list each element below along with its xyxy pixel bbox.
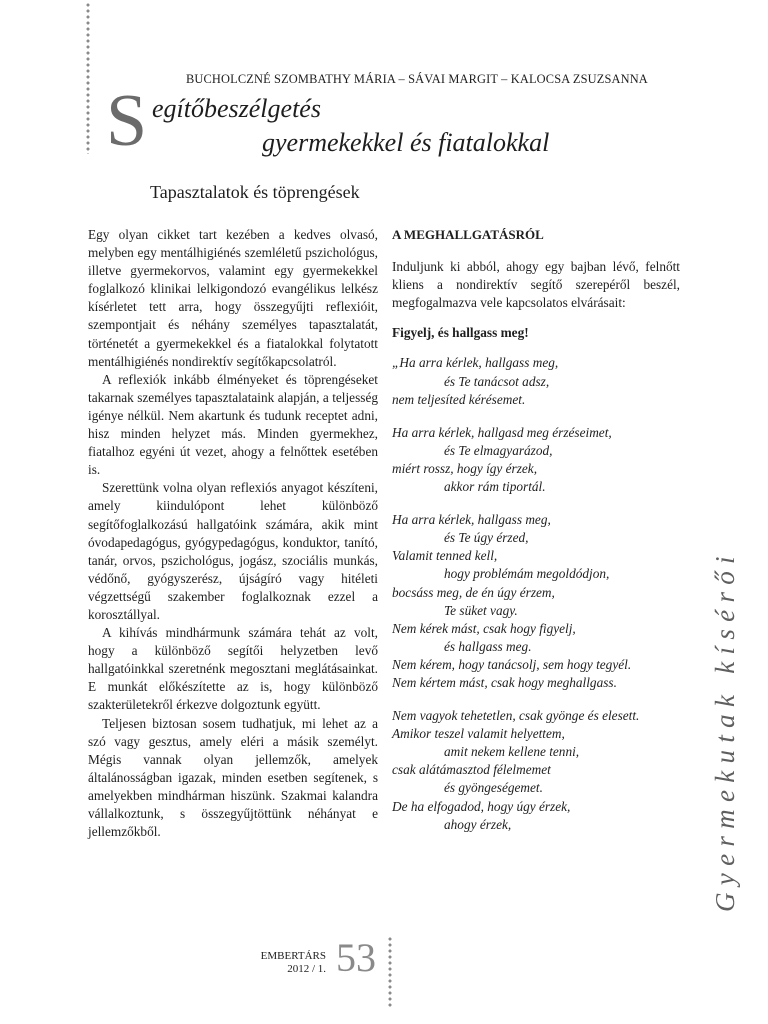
poem-line: Ha arra kérlek, hallgasd meg érzéseimet, — [392, 424, 612, 440]
poem-line: hogy problémám megoldódjon, — [444, 566, 610, 582]
poem-line: és gyöngeségemet. — [444, 780, 543, 796]
poem-line: és hallgass meg. — [444, 638, 532, 654]
poem-line: csak alátámasztod félelmemet — [392, 762, 551, 778]
article-title-line-1: egítőbeszélgetés — [152, 94, 321, 123]
poem-stanza — [392, 354, 680, 408]
poem-line: miért rossz, hogy így érzek, — [392, 460, 538, 476]
poem-line: „Ha arra kérlek, hallgass meg, — [392, 355, 559, 371]
poem-line: Amikor teszel valamit helyettem, — [392, 726, 565, 742]
poem-line: amit nekem kellene tenni, — [444, 744, 580, 760]
body-paragraph: Egy olyan cikket tart kezében a kedves olvasó, melyben egy mentálhigiénés szemléletű pszichológus, illetve gyermekorvos, valamint egy gyermekekkel foglalkozó klinikai lelkigondozó evangélikus lelkész kísérletet tett arra, hogy összegyűjti reflexióit, szempontjait és néhány személyes tapasztalatát, történetét a gyermekekkel és a fiatalokkal folytatott mentálhigiénés nondirektív segítőkapcsolatról. — [88, 227, 378, 369]
section-side-label: Gyermekutak kísérői — [710, 549, 740, 912]
right-text-column — [392, 226, 680, 849]
poem-line: Nem kérem, hogy tanácsolj, sem hogy tegyél. — [392, 656, 632, 672]
page-number: 53 — [336, 935, 376, 980]
poem-stanza — [392, 424, 680, 496]
section-heading: A MEGHALLGATÁSRÓL — [392, 227, 544, 242]
body-paragraph: Szerettünk volna olyan reflexiós anyagot készíteni, amely kiindulópont lehet különböző segítőfoglalkozású hallgatóink számára, akik mint óvodapedagógus, gyógypedagógus, konduktor, tanító, tanár, orvos, pszichológus, jogász, szociális munkás, védőnő, gyógyszerész, újságíró vagy hitéleti végzettségű szakember foglalkoznak ezzel a korosztállyal. — [88, 480, 378, 622]
poem-line: Te süket vagy. — [444, 602, 518, 618]
poem-line: és Te úgy érzed, — [444, 530, 529, 546]
poem-line: Nem kértem mást, csak hogy meghallgass. — [392, 674, 617, 690]
poem-line: akkor rám tiportál. — [444, 479, 546, 495]
poem-line: De ha elfogadod, hogy úgy érzek, — [392, 798, 571, 814]
left-text-column — [88, 226, 378, 841]
poem-stanza — [392, 511, 680, 692]
article-authors: BUCHOLCZNÉ SZOMBATHY MÁRIA – SÁVAI MARGIT – KALOCSA ZSUZSANNA — [186, 72, 648, 86]
body-paragraph: A kihívás mindhármunk számára tehát az volt, hogy a különböző segítői helyzetben levő hallgatóinkkal szeretnénk megosztani meglátásainkat. E munkát előkészítette az is, hogy különböző szakterületekről érkezve dolgoztunk együtt. — [88, 625, 378, 713]
poem-line: Valamit tenned kell, — [392, 548, 498, 564]
poem-line: ahogy érzek, — [444, 816, 512, 832]
poem-line: és Te elmagyarázod, — [444, 442, 553, 458]
poem-line: és Te tanácsot adsz, — [444, 373, 550, 389]
body-paragraph: Teljesen biztosan sosem tudhatjuk, mi lehet az a szó vagy gesztus, amely eléri a másik személyt. Mégis vannak olyan jellemzők, amelyek általánosságban igazak, minden esetben segítenek, s amelyekben mindhárman hiszünk. Szakmai kalandra vállalkoztunk, s összegyűjtöttünk néhányat e jellemzőkből. — [88, 715, 378, 840]
poem-line: Nem kérek mást, csak hogy figyelj, — [392, 620, 576, 636]
title-dropcap: S — [106, 80, 148, 162]
poem-line: Nem vagyok tehetetlen, csak gyönge és elesett. — [392, 708, 640, 724]
poem-line: Ha arra kérlek, hallgass meg, — [392, 512, 551, 528]
poem-line: nem teljesíted kérésemet. — [392, 391, 526, 407]
poem-line: bocsáss meg, de én úgy érzem, — [392, 584, 555, 600]
article-title-line-2: gyermekekkel és fiatalokkal — [262, 128, 550, 157]
poem-heading: Figyelj, és hallgass meg! — [392, 325, 529, 341]
decorative-dot-rule-bottom — [388, 936, 392, 1008]
poem-stanza — [392, 707, 680, 834]
journal-name: EMBERTÁRS — [260, 950, 326, 962]
article-subtitle: Tapasztalatok és töprengések — [150, 182, 360, 202]
body-paragraph: A reflexiók inkább élményeket és töprengéseket takarnak személyes tapasztalataink alapján, a teljesség igénye nélkül. Nem akartunk és tudunk receptet adni, hisz minden helyzet más. Minden gyermekhez, fiatalhoz egyéni út vezet, ahogy a felnőttek esetében is. — [88, 371, 378, 478]
decorative-dot-rule-top — [86, 2, 90, 154]
journal-issue: 2012 / 1. — [287, 963, 326, 975]
journal-footer — [230, 950, 326, 976]
intro-paragraph: Induljunk ki abból, ahogy egy bajban lévő, felnőtt kliens a nondirektív segítő szerepéről beszél, megfogalmazva vele kapcsolatos elvárásait: — [392, 259, 680, 311]
